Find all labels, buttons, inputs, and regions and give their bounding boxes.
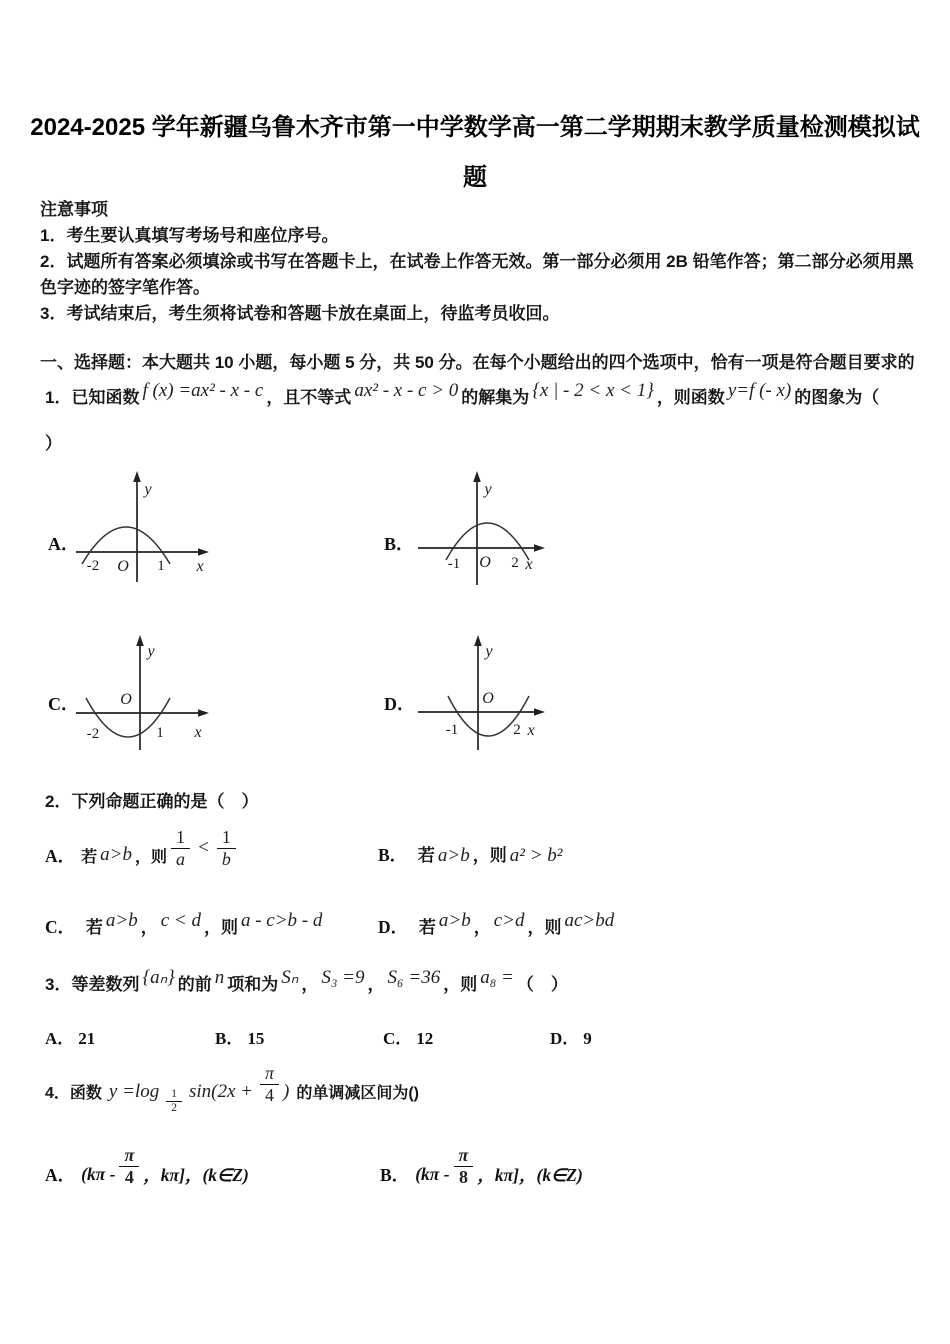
q3-option-b [215,1024,264,1049]
q2-option-c-text-2: ，则 [203,918,238,937]
q4-option-a-post: ，kπ]，(k∈Z) [143,1164,249,1185]
axis-label-neg: -1 [447,556,461,572]
fraction-denominator: b [221,848,231,869]
q3-formula-sequence: {aₙ} [142,967,175,988]
q2-option-b-label: B． [378,845,408,865]
y-axis-arrow-icon [133,471,141,482]
page-title-line2: 题 [463,164,487,191]
q3-formula-a8: a₈ = [480,967,514,988]
q2-option-a [45,820,240,876]
y-axis-arrow-icon [474,635,482,646]
pi-over-8-fraction [454,1145,474,1187]
q3-formula-n: n [214,967,225,988]
q3-text-4: ，则 [443,975,478,994]
q3-option-a-label: A． [45,1029,75,1048]
axis-label-neg: -2 [86,558,100,574]
q2-option-b [378,841,565,867]
q1-formula-inequality: ax² - x - c > 0 [354,380,459,401]
q3-option-b-label: B． [215,1029,244,1048]
y-axis-label: y [484,481,492,498]
question-4-stem [45,1056,419,1112]
q2-option-b-formula-1: a>b [437,845,470,866]
q3-formula-s3: S₃ =9 [321,967,365,988]
q3-text-1: 等差数列 [71,975,140,994]
q2-option-d-text-2: ，则 [527,918,562,937]
q1-text-1: 已知函数 [71,388,140,407]
q1-option-b-label: B． [384,534,415,554]
q2-option-d-text-1: 若 [418,918,436,937]
q4-option-b-label: B． [380,1164,410,1185]
q4-formula-mid: sin(2x + [188,1081,253,1102]
q1-option-b-graph [404,466,554,596]
q3-option-d-label: D． [550,1029,580,1048]
q4-option-a-pre: (kπ - [81,1163,116,1184]
fraction-denominator: 4 [124,1166,134,1187]
q1-option-c-label: C． [48,694,79,714]
pi-over-4-fraction [260,1063,279,1105]
q2-option-c-text-1: 若 [85,918,103,937]
fraction-denominator: a [176,848,185,869]
q2-option-c-comma-1: ， [140,918,158,937]
axis-label-pos: 1 [156,725,164,741]
q2-option-a-text-2: ，则 [134,848,167,866]
note-item-3: 3．考试结束后，考生须将试卷和答题卡放在桌面上，待监考员收回。 [40,304,560,323]
q1-option-a-graph [66,466,216,596]
q4-option-b-pre: (kπ - [415,1163,450,1184]
note-item-1: 1．考生要认真填写考场号和座位序号。 [40,226,339,245]
q3-text-3: 项和为 [227,975,279,994]
q1-option-c-graph [66,630,216,760]
pi-over-4-fraction [119,1145,139,1187]
q3-comma-1: ， [301,975,319,994]
q2-option-b-text-1: 若 [417,846,435,865]
axis-label-neg: -2 [86,726,100,742]
question-3-stem [45,967,568,996]
q2-option-b-text-2: ，则 [472,846,507,865]
fraction-numerator: 1 [217,827,236,849]
q3-option-d-value: 9 [583,1029,592,1048]
q3-paren: （ ） [516,975,568,994]
q1-text-4: ，则函数 [656,388,725,407]
q3-option-c [383,1024,433,1049]
q2-number: 2． [45,792,72,811]
q2-option-d-formula-1: a>b [438,910,471,931]
q3-number: 3． [45,975,72,994]
q3-text-2: 的前 [177,975,212,994]
x-axis-arrow-icon [534,544,545,552]
q3-option-b-value: 15 [247,1029,265,1048]
q1-option-d-label: D． [384,694,415,714]
q2-option-a-text-1: 若 [81,848,98,866]
q4-text-1: 函数 [69,1085,102,1102]
axis-label-neg: -1 [445,722,459,738]
q2-option-c [45,910,325,939]
x-axis-arrow-icon [198,709,209,717]
x-axis-label: x [194,724,202,741]
q1-text-3: 的解集为 [461,388,530,407]
q1-number: 1． [45,388,72,407]
x-axis-arrow-icon [198,548,209,556]
fraction-numerator: 1 [171,827,190,849]
q1-text-5: 的图象为（ [794,388,880,407]
section1-heading: 一、选择题：本大题共 10 小题，每小题 5 分，共 50 分。在每个小题给出的四个选项中，恰有一项是符合题目要求的 [40,353,915,372]
q4-number: 4． [45,1085,70,1102]
q2-option-d-comma-1: ， [473,918,491,937]
graph-c-svg [66,630,216,755]
x-axis-arrow-icon [534,708,545,716]
q2-option-a-formula-1: a>b [100,844,132,865]
question-2-stem [45,787,258,812]
fraction-denominator: 4 [265,1084,274,1105]
log-base-fraction [166,1088,182,1113]
x-axis-label: x [527,722,535,739]
y-axis-label: y [144,481,152,498]
graph-a-svg [66,466,216,591]
q4-formula-pre: y =log [108,1081,160,1102]
q4-option-b-post: ，kπ]，(k∈Z) [477,1164,583,1185]
fraction-denominator: 8 [458,1166,468,1187]
q4-formula [106,1056,292,1112]
q2-option-c-formula-3: a - c>b - d [240,910,323,931]
q3-option-a [45,1024,95,1049]
axis-label-pos: 1 [157,558,165,574]
q4-text-2: 的单调减区间为() [296,1085,420,1102]
q1-close-paren: ） [45,434,62,453]
page-title-line1: 2024-2025 学年新疆乌鲁木齐市第一中学数学高一第二学期期末教学质量检测模拟试 [30,114,920,141]
fraction-numerator: π [260,1063,279,1085]
x-axis-label: x [525,556,533,573]
y-axis-label: y [147,643,155,660]
q1-option-a-label: A． [48,534,79,554]
graph-b-svg [404,466,554,591]
q2-option-c-label: C． [45,917,76,937]
q2-option-d-formula-2: c>d [493,910,525,931]
question-1-stem [45,380,880,409]
x-axis-label: x [196,558,204,575]
q1-formula-solution-set: {x | - 2 < x < 1} [532,380,654,401]
origin-label: O [482,690,494,707]
q3-comma-2: ， [367,975,385,994]
origin-label: O [120,691,132,708]
q3-option-c-value: 12 [416,1029,434,1048]
y-axis-arrow-icon [136,635,144,646]
q3-option-a-value: 21 [78,1029,96,1048]
q2-option-d [378,910,617,939]
fraction-1-over-a [171,827,190,869]
note-item-2: 2．试题所有答案必须填涂或书写在答题卡上，在试卷上作答无效。第一部分必须用 2B 铅笔作答；第二部分必须用黑色字迹的签字笔作答。 [40,252,914,297]
origin-label: O [479,554,491,571]
q3-formula-s6: S₆ =36 [387,967,441,988]
notes-section [40,197,920,327]
y-axis-label: y [485,643,493,660]
fraction-numerator: π [119,1145,139,1167]
notes-heading: 注意事项 [40,200,108,219]
axis-label-pos: 2 [511,555,519,571]
q1-option-d-graph [404,630,554,760]
q1-formula-fx: f (x) =ax² - x - c [142,380,264,401]
q4-option-a [45,1140,249,1192]
fraction-numerator: 1 [166,1088,182,1101]
q3-option-d [550,1024,592,1049]
q2-option-c-formula-2: c < d [160,910,201,931]
q1-formula-yfx: y=f (- x) [727,380,792,401]
origin-label: O [117,558,129,575]
axis-label-pos: 2 [513,722,521,738]
y-axis-arrow-icon [473,471,481,482]
page-title [0,103,950,203]
q4-option-a-label: A． [45,1164,76,1185]
q3-option-c-label: C． [383,1029,413,1048]
q2-option-b-formula-2: a² > b² [509,845,563,866]
fraction-denominator: 2 [171,1101,177,1114]
q4-option-b [380,1140,583,1192]
fraction-1-over-b [217,827,236,869]
q3-formula-sn: Sₙ [281,967,299,988]
q4-formula-post: ) [283,1081,290,1102]
fraction-numerator: π [454,1145,474,1167]
q2-option-a-relation: < [197,837,210,858]
q2-option-c-formula-1: a>b [105,910,138,931]
q1-text-2: ，且不等式 [266,388,352,407]
q2-option-a-label: A． [45,845,76,866]
q2-option-d-formula-3: ac>bd [564,910,615,931]
graph-d-svg [404,630,554,755]
q2-option-d-label: D． [378,917,409,937]
q2-text: 下列命题正确的是（ ） [71,792,259,811]
